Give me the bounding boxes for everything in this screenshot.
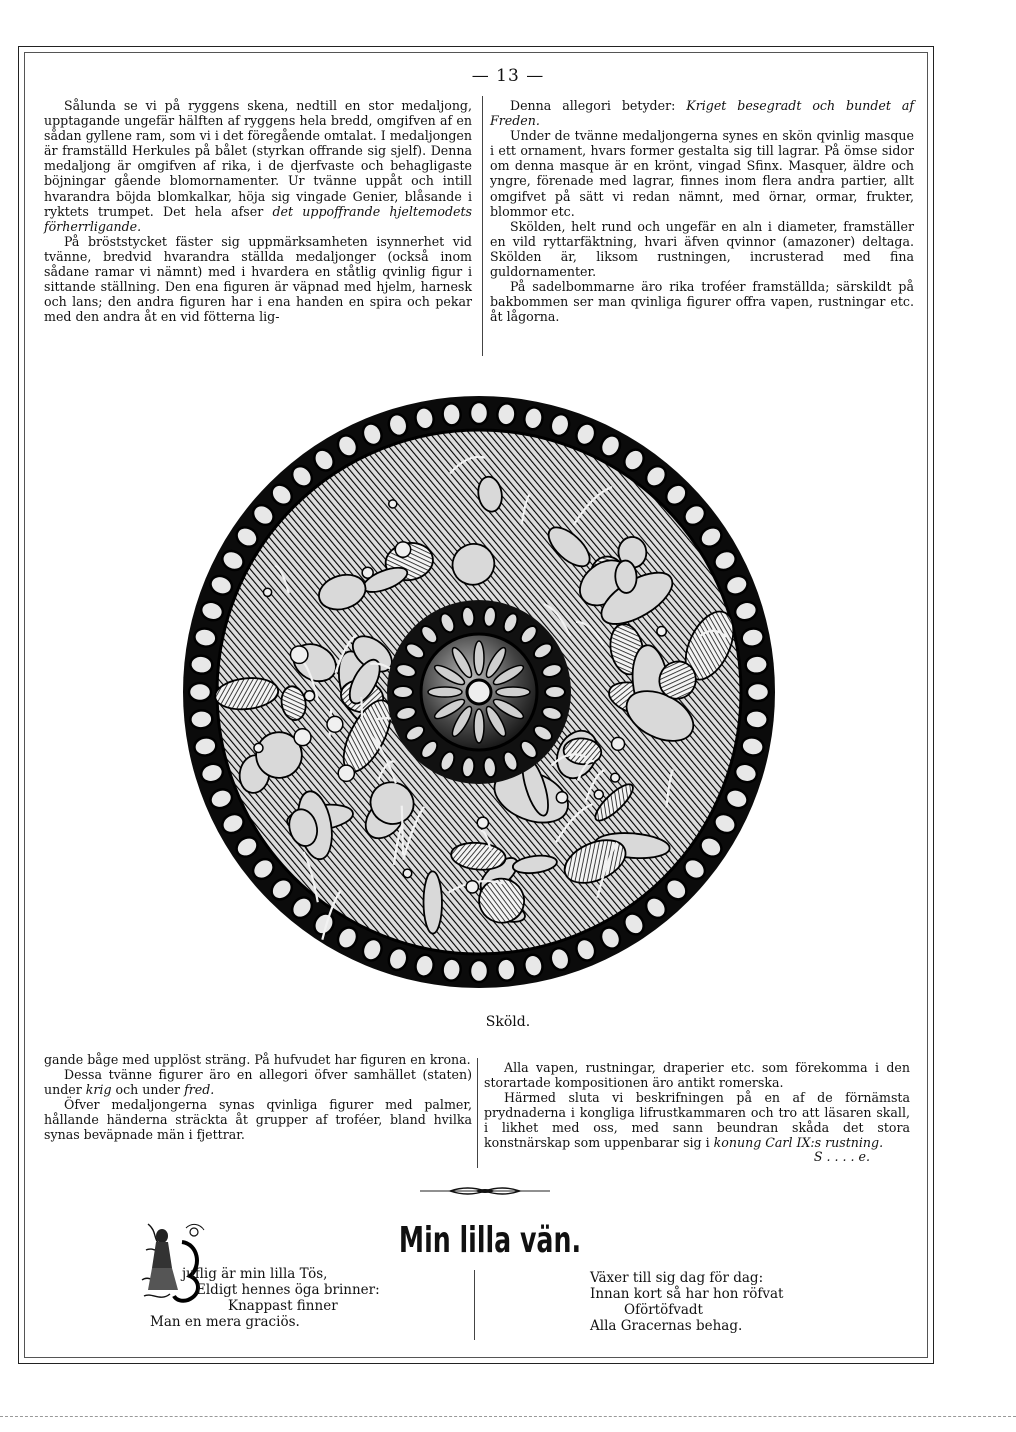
right-column-bottom	[484, 1060, 910, 1165]
paragraph: Alla vapen, rustningar, draperier etc. som förekomma i den storartade kompositionen äro antikt romerska.	[484, 1060, 910, 1091]
emphasis: det uppoffrande hjeltemodets förherrligande.	[44, 203, 472, 234]
figure-head	[294, 729, 311, 746]
figure-head	[338, 765, 354, 781]
bead	[747, 683, 769, 701]
paragraph: Under de tvänne medaljongerna synes en skön qvinlig masque i ett ornament, hvars former gestalta sig till lagrar. På ömse sidor om denna masque är en krönt, vingad Sfinx. Masquer, äldre och yngre, förenade med lagrar, finnes inom flera andra partier, allt omgifvet på sätt vi redan nämnt, med örnar, ormar, frukter, blommor etc.	[490, 128, 914, 219]
shield-illustration	[180, 393, 778, 991]
figure-head	[395, 542, 410, 557]
bead	[470, 960, 488, 982]
figure-head	[556, 792, 567, 803]
spoke	[474, 641, 484, 675]
poem-line: Alla Gracernas behag.	[590, 1318, 743, 1334]
figure-shape	[423, 871, 442, 933]
figure-head	[477, 817, 488, 828]
figure-head	[403, 869, 412, 878]
bead	[190, 655, 214, 675]
column-divider	[474, 1270, 475, 1340]
spoke	[474, 709, 484, 743]
column-divider	[477, 1058, 478, 1168]
paragraph: Öfver medaljongerna synas qvinliga figurer med palmer, hållande händerna sträckta åt grupper af troféer, bland hvilka synas beväpnade män i fjettrar.	[44, 1097, 472, 1143]
left-column-bottom	[44, 1052, 472, 1143]
figure-head	[389, 500, 397, 508]
figure-head	[304, 691, 314, 701]
poem-line: juflig är min lilla Tös,	[182, 1266, 328, 1282]
bead	[470, 402, 488, 424]
left-column-top	[44, 98, 472, 324]
shield-engraving	[180, 393, 778, 991]
boss-bead	[393, 686, 413, 698]
spoke	[496, 687, 530, 697]
paragraph: Härmed sluta vi beskrifningen på en af de förnämsta prydnaderna i kongliga lifrustkammaren och tro att läsaren skall, i likhet med oss, med sann beundran skåda det stora konstnärskap som uppenbarar sig i konung Carl IX:s rustning. S . . . . e.	[484, 1090, 910, 1165]
figure-stroke	[402, 806, 403, 855]
figure-head	[327, 716, 343, 732]
boss-center	[467, 680, 491, 704]
figure-stroke	[361, 698, 362, 718]
figure-head	[290, 646, 307, 663]
figure-head	[594, 790, 603, 799]
poem-line: Innan kort så har hon röfvat	[590, 1286, 784, 1302]
poem-left-stanza	[150, 1266, 380, 1330]
figure-caption: Sköld.	[485, 1014, 531, 1030]
poem-title: Min lilla vän.	[398, 1220, 582, 1261]
figure-head	[611, 773, 620, 782]
right-column-top	[490, 98, 914, 324]
paragraph: På bröststycket fäster sig uppmärksamheten isynnerhet vid tvänne, bredvid hvarandra ställda medaljonger (också inom sådane ramar vi nämnt) med i hvardera en ståtlig qvinlig figur i sittande ställning. Den ena figuren är väpnad med hjelm, harnesk och lans; den andra figuren har i ena handen en spira och pekar med den andra åt en vid fötterna lig-	[44, 233, 472, 325]
paragraph: Dessa tvänne figurer äro en allegori öfver samhället (staten) under krig och under fred.	[44, 1067, 472, 1098]
signature: S . . . . e.	[813, 1149, 870, 1165]
ornament-divider	[420, 1184, 550, 1198]
poem-line: Eldigt hennes öga brinner:	[196, 1282, 380, 1298]
figure-head	[254, 743, 263, 752]
boss-bead	[545, 686, 565, 698]
figure-head	[362, 567, 373, 578]
bead	[442, 403, 462, 427]
bead	[745, 709, 769, 729]
bead	[496, 403, 516, 427]
poem-line: Man en mera graciös.	[150, 1314, 300, 1330]
paragraph: Denna allegori betyder: Kriget besegradt och bundet af Freden.	[490, 98, 915, 129]
figure-head	[657, 627, 666, 636]
emphasis: Kriget besegradt och bundet af Freden.	[490, 98, 915, 129]
poem-line: Växer till sig dag för dag:	[590, 1270, 764, 1286]
bottom-edge-line	[0, 1416, 1016, 1417]
poem-line: Oförtöfvadt	[624, 1302, 703, 1318]
paragraph: Skölden, helt rund och ungefär en aln i diameter, framställer en vild ryttarfäktning, hvari äfven qvinnor (amazoner) deltaga. Skölden är, liksom rustningen, incrusterad med fina guldornamenter.	[490, 218, 914, 280]
figure-head	[466, 881, 478, 893]
column-divider	[482, 96, 483, 356]
figure-head	[612, 737, 625, 750]
paragraph: gande båge med upplöst sträng. På hufvudet har figuren en krona.	[44, 1052, 471, 1067]
poem-line: Knappast finner	[228, 1298, 338, 1314]
paragraph: Sålunda se vi på ryggens skena, nedtill en stor medaljong, upptagande ungefär hälften af ryggens hela bredd, omgifven af en sådan gyllene ram, som vi i det föregående omtalat. I medaljongen är framställd Herkules på bålet (styrkan offrande sig sjelf). Denna medaljong är omgifven af rika, i de djerfvaste och behagligaste böjningar gående blomornamenter. Ur tvänne uppåt och intill hvarandra böjda blomkalkar, höja sig vingade Genier, blåsande i ryktets trumpet. Det hela afser det uppoffrande hjeltemodets förherrligande.	[44, 98, 472, 234]
page-number: — 13 —	[471, 66, 545, 86]
bead	[496, 958, 516, 982]
spoke	[428, 687, 462, 697]
bead	[442, 958, 462, 982]
bead	[745, 655, 769, 675]
figure-shape	[615, 560, 638, 593]
bead	[190, 709, 214, 729]
paragraph: På sadelbommarne äro rika troféer framställda; särskildt på bakbommen ser man qvinliga figurer offra vapen, rustningar etc. åt lågorna.	[490, 279, 914, 325]
poem-right-stanza	[590, 1270, 783, 1334]
bead	[189, 683, 211, 701]
figure-head	[263, 588, 271, 596]
